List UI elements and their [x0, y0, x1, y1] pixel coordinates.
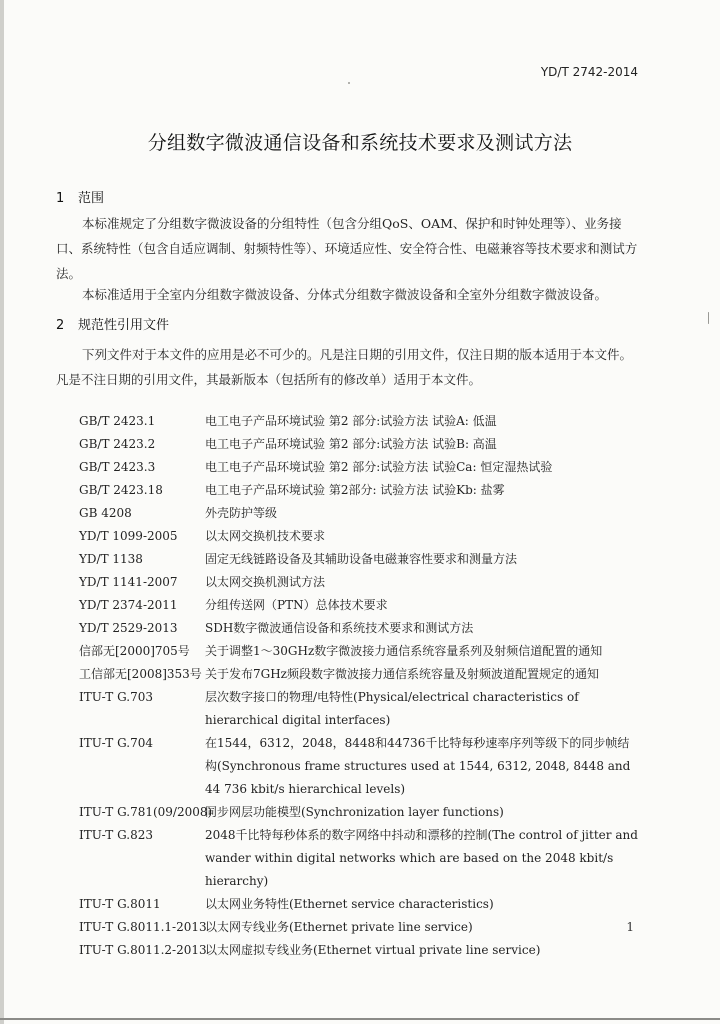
- reference-item: [79, 571, 639, 594]
- reference-code: ITU-T G.8011.2-2013: [79, 943, 207, 957]
- reference-item: [79, 732, 639, 801]
- reference-title: 以太网虚拟专线业务(Ethernet virtual private line service): [205, 943, 541, 957]
- section-title: 规范性引用文件: [78, 318, 170, 333]
- reference-item: [79, 594, 639, 617]
- reference-item: [79, 939, 639, 962]
- reference-item: [79, 801, 639, 824]
- reference-title: 电工电子产品环境试验 第2 部分:试验方法 试验Ca: 恒定湿热试验: [205, 460, 553, 474]
- reference-item: [79, 479, 639, 502]
- reference-title: 固定无线链路设备及其辅助设备电磁兼容性要求和测量方法: [205, 552, 518, 566]
- reference-code: 工信部无[2008]353号: [79, 667, 202, 681]
- reference-title: 同步网层功能模型(Synchronization layer functions): [205, 805, 504, 819]
- reference-list: [79, 410, 639, 962]
- reference-code: GB/T 2423.1: [79, 414, 156, 428]
- reference-code: YD/T 2529-2013: [79, 621, 178, 635]
- reference-code: 信部无[2000]705号: [79, 644, 190, 658]
- reference-item: [79, 525, 639, 548]
- reference-code: ITU-T G.781(09/2008): [79, 805, 213, 819]
- reference-code: ITU-T G.704: [79, 736, 153, 750]
- scan-bottom-edge: [0, 1018, 720, 1020]
- reference-item: [79, 640, 639, 663]
- section-number: 1: [56, 191, 65, 206]
- reference-code: GB/T 2423.3: [79, 460, 156, 474]
- reference-code: GB/T 2423.2: [79, 437, 156, 451]
- reference-code: YD/T 2374-2011: [79, 598, 178, 612]
- reference-title: 层次数字接口的物理/电特性(Physical/electrical characteristics of hierarchical digital interfaces): [205, 690, 579, 727]
- reference-title: 以太网交换机测试方法: [205, 575, 326, 589]
- document-title: 分组数字微波通信设备和系统技术要求及测试方法: [147, 132, 573, 154]
- reference-code: ITU-T G.823: [79, 828, 153, 842]
- reference-code: ITU-T G.8011.1-2013: [79, 920, 207, 934]
- reference-item: [79, 410, 639, 433]
- section-heading-references: [56, 314, 169, 333]
- reference-code: YD/T 1099-2005: [79, 529, 178, 543]
- reference-item: [79, 916, 639, 939]
- scope-paragraph-1: 本标准规定了分组数字微波设备的分组特性（包含分组QoS、OAM、保护和时钟处理等）、业务接口、系统特性（包含自适应调制、射频特性等）、环境适应性、安全符合性、电磁兼容等技术要求和测试方法。: [56, 216, 638, 281]
- scan-speck: [708, 312, 709, 324]
- reference-title: 以太网交换机技术要求: [205, 529, 326, 543]
- reference-title: 在1544，6312，2048，8448和44736千比特每秒速率序列等级下的同步帧结构(Synchronous frame structures used at 1544, 6312, 2048, 8448 and 44 736 kbit/s hierarchical levels): [205, 736, 631, 796]
- reference-code: YD/T 1141-2007: [79, 575, 178, 589]
- page-number: 1: [626, 920, 634, 934]
- reference-code: GB/T 2423.18: [79, 483, 163, 497]
- reference-title: 关于发布7GHz频段数字微波接力通信系统容量及射频波道配置规定的通知: [205, 667, 600, 681]
- reference-code: ITU-T G.703: [79, 690, 153, 704]
- reference-item: [79, 617, 639, 640]
- reference-title: 外壳防护等级: [205, 506, 278, 520]
- reference-item: [79, 663, 639, 686]
- reference-item: [79, 893, 639, 916]
- reference-title: 电工电子产品环境试验 第2 部分:试验方法 试验B: 高温: [205, 437, 497, 451]
- section-title: 范围: [78, 191, 105, 206]
- reference-item: [79, 456, 639, 479]
- scan-speck: [348, 82, 350, 84]
- reference-title: 以太网专线业务(Ethernet private line service): [205, 920, 473, 934]
- reference-code: GB 4208: [79, 506, 132, 520]
- reference-title: SDH数字微波通信设备和系统技术要求和测试方法: [205, 621, 474, 635]
- section-number: 2: [56, 318, 65, 333]
- reference-item: [79, 433, 639, 456]
- reference-item: [79, 548, 639, 571]
- reference-title: 以太网业务特性(Ethernet service characteristics): [205, 897, 494, 911]
- reference-item: [79, 824, 639, 893]
- scope-paragraph-2: 本标准适用于全室内分组数字微波设备、分体式分组数字微波设备和全室外分组数字微波设备。: [82, 287, 608, 302]
- reference-title: 分组传送网（PTN）总体技术要求: [205, 598, 388, 612]
- reference-item: [79, 686, 639, 732]
- document-code: YD/T 2742-2014: [540, 65, 638, 79]
- reference-title: 2048千比特每秒体系的数字网络中抖动和漂移的控制(The control of jitter and wander within digital networks which are based on the 2048 kbit/s hierarchy): [205, 828, 638, 888]
- section-heading-scope: [56, 187, 104, 206]
- reference-code: YD/T 1138: [79, 552, 143, 566]
- reference-title: 关于调整1～30GHz数字微波接力通信系统容量系列及射频信道配置的通知: [205, 644, 603, 658]
- reference-code: ITU-T G.8011: [79, 897, 161, 911]
- reference-title: 电工电子产品环境试验 第2 部分:试验方法 试验A: 低温: [205, 414, 497, 428]
- reference-item: [79, 502, 639, 525]
- references-intro: 下列文件对于本文件的应用是必不可少的。凡是注日期的引用文件，仅注日期的版本适用于本文件。凡是不注日期的引用文件，其最新版本（包括所有的修改单）适用于本文件。: [56, 347, 633, 387]
- reference-title: 电工电子产品环境试验 第2部分: 试验方法 试验Kb: 盐雾: [205, 483, 505, 497]
